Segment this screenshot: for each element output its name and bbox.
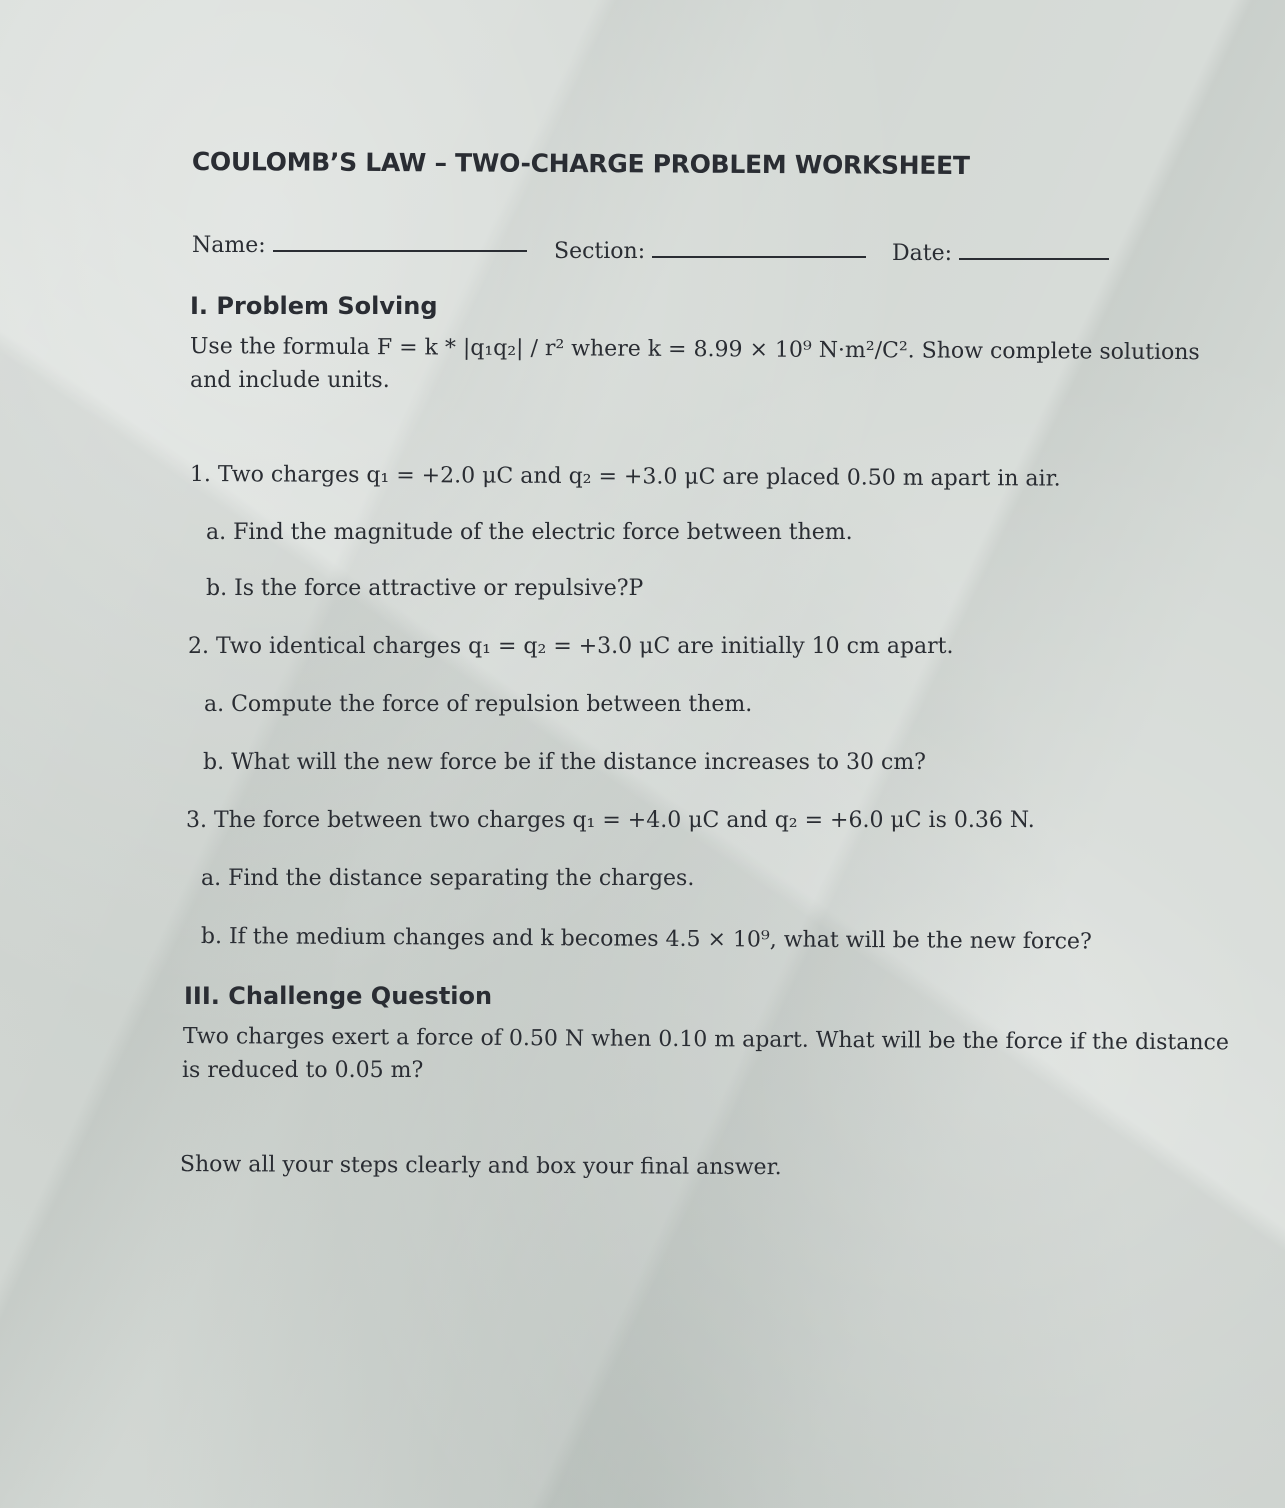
date-blank[interactable] xyxy=(959,240,1109,260)
part3-heading: III. Challenge Question xyxy=(184,982,493,1010)
question-1: 1. Two charges q₁ = +2.0 μC and q₂ = +3.0 μC are placed 0.50 m apart in air. xyxy=(189,462,1061,492)
name-blank[interactable] xyxy=(273,232,527,252)
section-field xyxy=(554,238,866,264)
question-1a: a. Find the magnitude of the electric force between them. xyxy=(206,520,853,545)
instructions-line-2: and include units. xyxy=(190,368,390,393)
section-blank[interactable] xyxy=(652,238,866,258)
name-field xyxy=(192,232,527,258)
question-2a: a. Compute the force of repulsion between them. xyxy=(204,692,753,717)
question-3b: b. If the medium changes and k becomes 4.5 × 10⁹, what will be the new force? xyxy=(200,924,1092,955)
question-3a: a. Find the distance separating the charges. xyxy=(201,866,695,891)
challenge-line-2: is reduced to 0.05 m? xyxy=(182,1058,424,1083)
date-label: Date: xyxy=(892,241,953,266)
name-label: Name: xyxy=(192,233,266,258)
date-field xyxy=(892,240,1109,266)
question-3: 3. The force between two charges q₁ = +4.0 μC and q₂ = +6.0 μC is 0.36 N. xyxy=(186,808,1035,833)
section-label: Section: xyxy=(554,239,646,264)
question-2: 2. Two identical charges q₁ = q₂ = +3.0 μC are initially 10 cm apart. xyxy=(188,634,954,659)
worksheet-title: COULOMB’S LAW – TWO-CHARGE PROBLEM WORKSHEET xyxy=(191,147,970,181)
part1-heading: I. Problem Solving xyxy=(190,292,438,320)
instructions-line-1: Use the formula F = k * |q₁q₂| / r² where k = 8.99 × 10⁹ N·m²/C². Show complete solutions xyxy=(189,334,1200,366)
challenge-line-1: Two charges exert a force of 0.50 N when 0.10 m apart. What will be the force if the distance xyxy=(182,1024,1229,1056)
footer-instruction: Show all your steps clearly and box your final answer. xyxy=(179,1152,782,1181)
question-1b: b. Is the force attractive or repulsive?P xyxy=(206,576,644,601)
question-2b: b. What will the new force be if the distance increases to 30 cm? xyxy=(203,750,926,775)
